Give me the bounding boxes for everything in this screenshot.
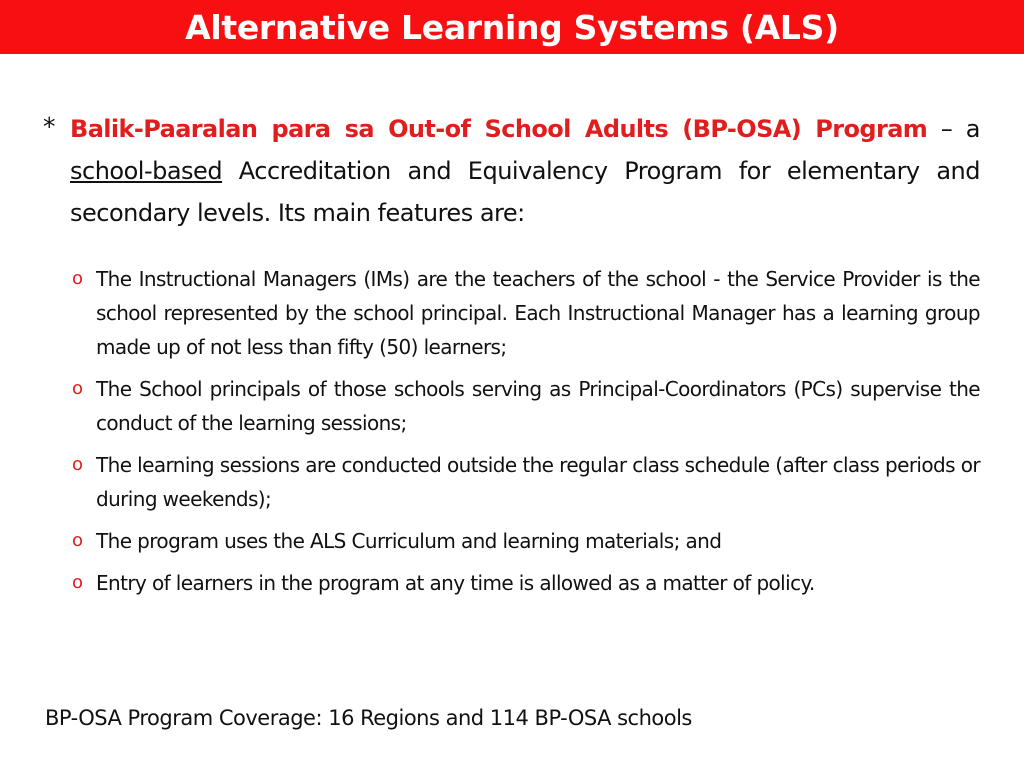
- circle-bullet-icon: o: [72, 268, 83, 289]
- title-bar: [0, 0, 1024, 54]
- feature-item: [70, 524, 980, 558]
- feature-text: The learning sessions are conducted outside the regular class schedule (after class periods or during weekends);: [96, 453, 980, 511]
- main-text-before: – a: [927, 115, 980, 143]
- feature-item: [70, 372, 980, 440]
- main-bullet: *: [43, 112, 56, 141]
- feature-item: [70, 566, 980, 600]
- school-based-term: school-based: [70, 157, 223, 185]
- program-name: Balik-Paaralan para sa Out-of School Adults (BP-OSA) Program: [70, 115, 928, 143]
- feature-text: The School principals of those schools serving as Principal-Coordinators (PCs) supervise the conduct of the learning sessions;: [96, 377, 980, 435]
- main-point-text: [70, 108, 980, 234]
- slide-title: Alternative Learning Systems (ALS): [185, 7, 839, 47]
- feature-text: The Instructional Managers (IMs) are the teachers of the school - the Service Provider is the school represented by the school principal. Each Instructional Manager has a learning group made up of not less than fifty (50) learners;: [96, 267, 980, 359]
- feature-text: Entry of learners in the program at any time is allowed as a matter of policy.: [96, 571, 815, 595]
- feature-item: [70, 448, 980, 516]
- circle-bullet-icon: o: [72, 530, 83, 551]
- circle-bullet-icon: o: [72, 454, 83, 475]
- features-list: [70, 262, 980, 608]
- program-coverage: BP-OSA Program Coverage: 16 Regions and 114 BP-OSA schools: [45, 706, 692, 730]
- feature-item: [70, 262, 980, 364]
- main-text-after: Accreditation and Equivalency Program for elementary and secondary levels. Its main features are:: [70, 157, 980, 227]
- circle-bullet-icon: o: [72, 378, 83, 399]
- main-point: [43, 108, 980, 234]
- circle-bullet-icon: o: [72, 572, 83, 593]
- feature-text: The program uses the ALS Curriculum and learning materials; and: [96, 529, 722, 553]
